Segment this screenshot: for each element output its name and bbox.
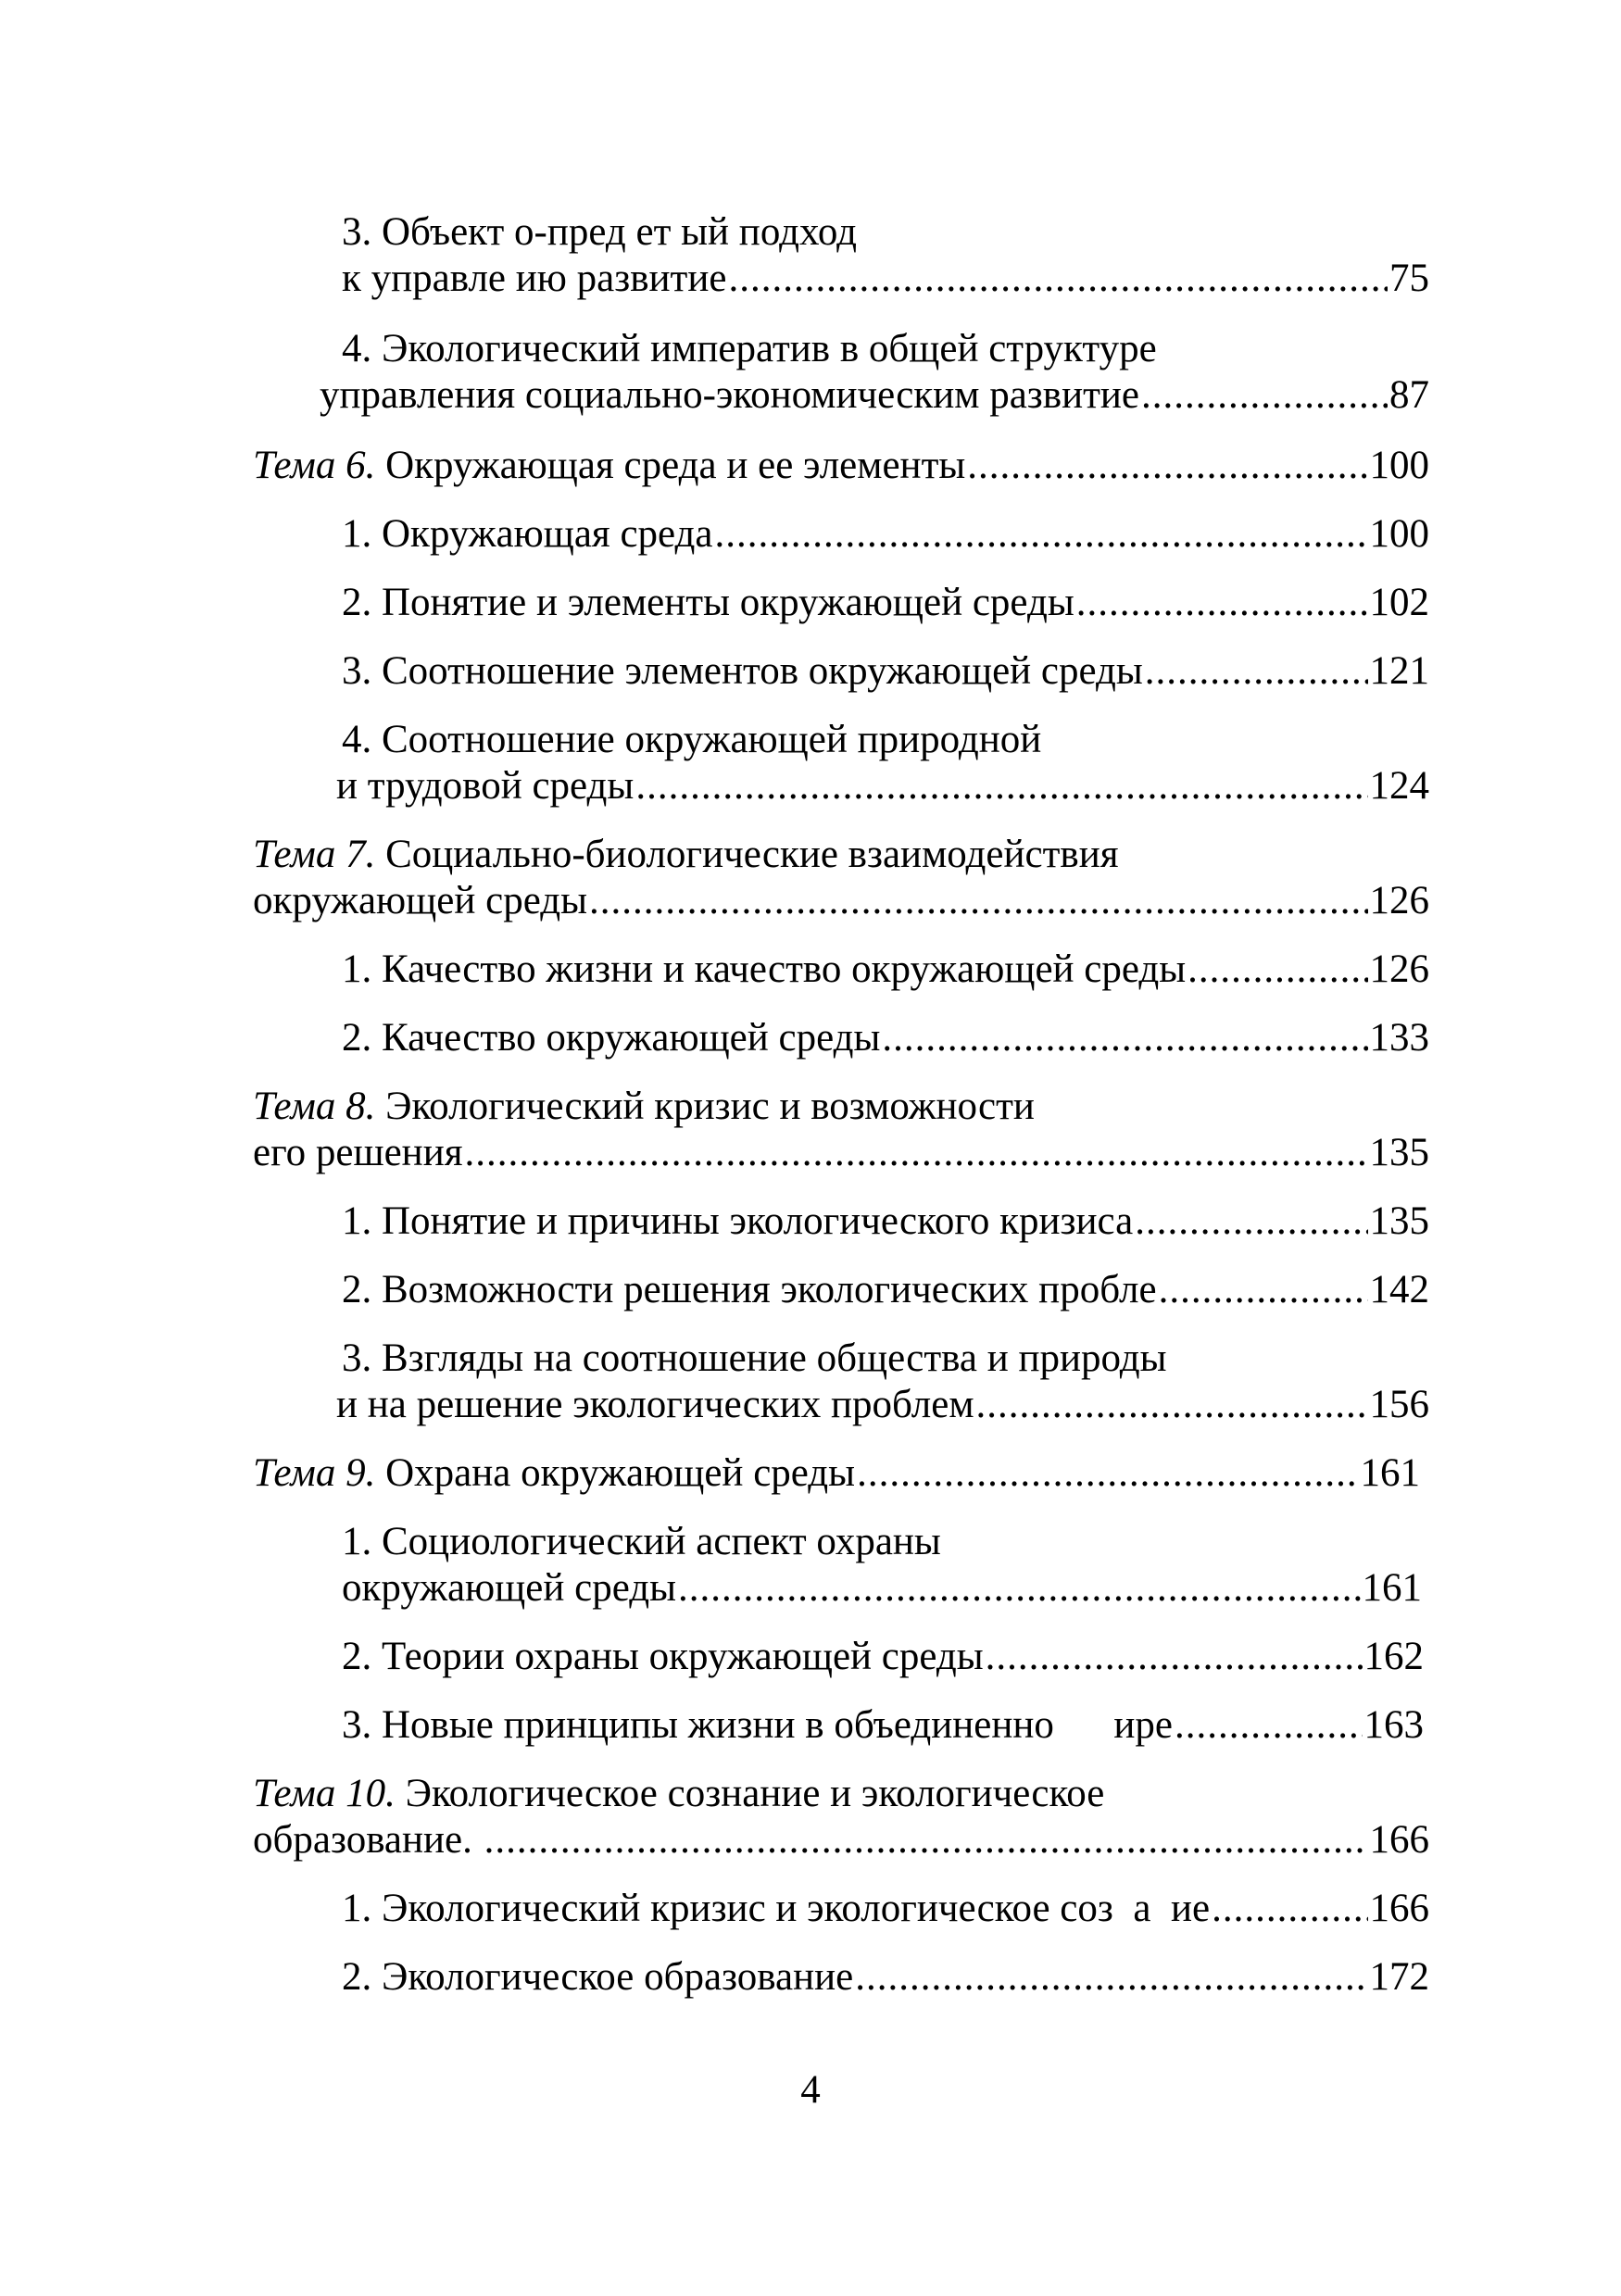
dot-leader [465, 1130, 1368, 1176]
toc-entry-title: 3. Взгляды на соотношение общества и природы [342, 1336, 1167, 1380]
page-ref: 163 [1363, 1703, 1424, 1747]
toc-entry [253, 1198, 1429, 1245]
toc-topic [253, 1450, 1420, 1497]
dot-leader [882, 1015, 1367, 1061]
dot-leader [635, 763, 1367, 809]
toc-entry-title: 2. Понятие и элементы окружающей среды [342, 581, 1074, 624]
dot-leader [1212, 1886, 1367, 1932]
dot-leader [589, 878, 1367, 924]
dot-leader [857, 1450, 1358, 1497]
toc-entry [253, 209, 1429, 302]
toc-entry-title-cont: и трудовой среды [336, 764, 635, 808]
page-number: 4 [800, 2068, 821, 2112]
toc-entry-last-line [253, 443, 1429, 489]
page-ref: 126 [1369, 879, 1429, 922]
dot-leader [484, 1817, 1368, 1863]
dot-leader [1135, 1198, 1367, 1245]
page-ref: 100 [1369, 512, 1429, 556]
toc-entry-title-cont: окружающей среды [342, 1566, 677, 1610]
dot-leader [678, 1565, 1360, 1612]
toc-entry-title: Охрана окружающей среды [385, 1451, 856, 1495]
topic-label: Тема 6. [253, 444, 376, 487]
page-ref: 161 [1360, 1451, 1420, 1495]
toc-topic [253, 832, 1429, 924]
toc-entry [253, 1702, 1424, 1749]
page-ref: 87 [1389, 373, 1429, 417]
toc-topic [253, 443, 1429, 489]
toc-entry-title: 2. Теории охраны окружающей среды [342, 1635, 984, 1678]
toc-entry-title: 3. Соотношение элементов окружающей среды [342, 649, 1143, 693]
toc-entry-title-cont: управления социально-экономическим развитие [320, 373, 1139, 417]
page-ref: 156 [1369, 1383, 1429, 1426]
dot-leader [855, 1954, 1367, 2001]
topic-label: Тема 7. [253, 833, 376, 876]
page-ref: 161 [1362, 1566, 1422, 1610]
toc-entry-title-cont: образование. [253, 1818, 483, 1862]
toc-entry [253, 1634, 1424, 1680]
page-ref: 166 [1369, 1887, 1429, 1930]
dot-leader [1141, 372, 1388, 419]
page-ref: 133 [1369, 1016, 1429, 1060]
page-ref: 166 [1369, 1818, 1429, 1862]
topic-label: Тема 8. [253, 1085, 376, 1128]
toc-entry-title-cont: к управле ию развитие [342, 257, 727, 300]
dot-leader [1159, 1267, 1368, 1313]
page-ref: 75 [1389, 257, 1429, 300]
toc-entry-title: 1. Социологический аспект охраны [342, 1520, 941, 1563]
toc-entry-title: 1. Окружающая среда [342, 512, 713, 556]
toc-entry-title: 2. Качество окружающей среды [342, 1016, 881, 1060]
toc-entry-title: Экологическое сознание и экологическое [405, 1772, 1105, 1815]
toc-entry [253, 648, 1429, 695]
page-ref: 124 [1369, 764, 1429, 808]
toc-entry [253, 1954, 1429, 2001]
toc-entry-title: 4. Экологический императив в общей структуре [342, 327, 1157, 370]
topic-label: Тема 9. [253, 1451, 376, 1495]
dot-leader [1145, 648, 1368, 695]
page-ref: 172 [1369, 1955, 1429, 1999]
toc-entry-title: Социально-биологические взаимодействия [385, 833, 1119, 876]
toc-entry [253, 1336, 1429, 1428]
toc-entry [253, 326, 1429, 419]
toc-entry [253, 580, 1429, 626]
table-of-contents [253, 209, 1429, 2001]
dot-leader [967, 443, 1367, 489]
toc-entry [253, 947, 1429, 993]
toc-entry-title: 3. Новые принципы жизни в объединенно ире [342, 1703, 1173, 1747]
toc-topic [253, 1771, 1429, 1863]
toc-entry [253, 1267, 1429, 1313]
toc-entry-title: 1. Экологический кризис и экологическое соз а ие [342, 1887, 1211, 1930]
dot-leader [715, 511, 1368, 558]
toc-entry-title: Окружающая среда и ее элементы [385, 444, 966, 487]
toc-entry-title-cont: и на решение экологических проблем [336, 1383, 974, 1426]
page-ref: 100 [1369, 444, 1429, 487]
toc-entry-title: 1. Понятие и причины экологического кризиса [342, 1199, 1134, 1243]
toc-entry-title: 3. Объект о-пред ет ый подход [342, 210, 857, 254]
toc-entry [253, 1015, 1429, 1061]
topic-label: Тема 10. [253, 1772, 396, 1815]
page-ref: 121 [1369, 649, 1429, 693]
page-ref: 126 [1369, 947, 1429, 991]
toc-entry-title-cont: его решения [253, 1131, 463, 1174]
toc-entry-title: 1. Качество жизни и качество окружающей среды [342, 947, 1187, 991]
dot-leader [986, 1634, 1363, 1680]
toc-entry-title: Экологический кризис и возможности [385, 1085, 1035, 1128]
toc-entry [253, 717, 1429, 809]
toc-entry-title: 2. Экологическое образование [342, 1955, 854, 1999]
toc-entry-last-line [342, 256, 1429, 302]
dot-leader [1175, 1702, 1363, 1749]
page-ref: 135 [1369, 1131, 1429, 1174]
page-ref: 142 [1369, 1268, 1429, 1311]
page-ref: 102 [1369, 581, 1429, 624]
toc-entry-title: 4. Соотношение окружающей природной [342, 718, 1042, 761]
toc-entry-title: 2. Возможности решения экологических пробле [342, 1268, 1157, 1311]
toc-entry-title-cont: окружающей среды [253, 879, 588, 922]
page-ref: 162 [1363, 1635, 1424, 1678]
page-ref: 135 [1369, 1199, 1429, 1243]
toc-entry [253, 1519, 1422, 1612]
toc-entry-last-line [320, 372, 1429, 419]
dot-leader [1187, 947, 1367, 993]
toc-topic [253, 1084, 1429, 1176]
toc-entry [253, 1886, 1429, 1932]
dot-leader [976, 1382, 1368, 1428]
dot-leader [728, 256, 1388, 302]
dot-leader [1076, 580, 1368, 626]
toc-entry [253, 511, 1429, 558]
